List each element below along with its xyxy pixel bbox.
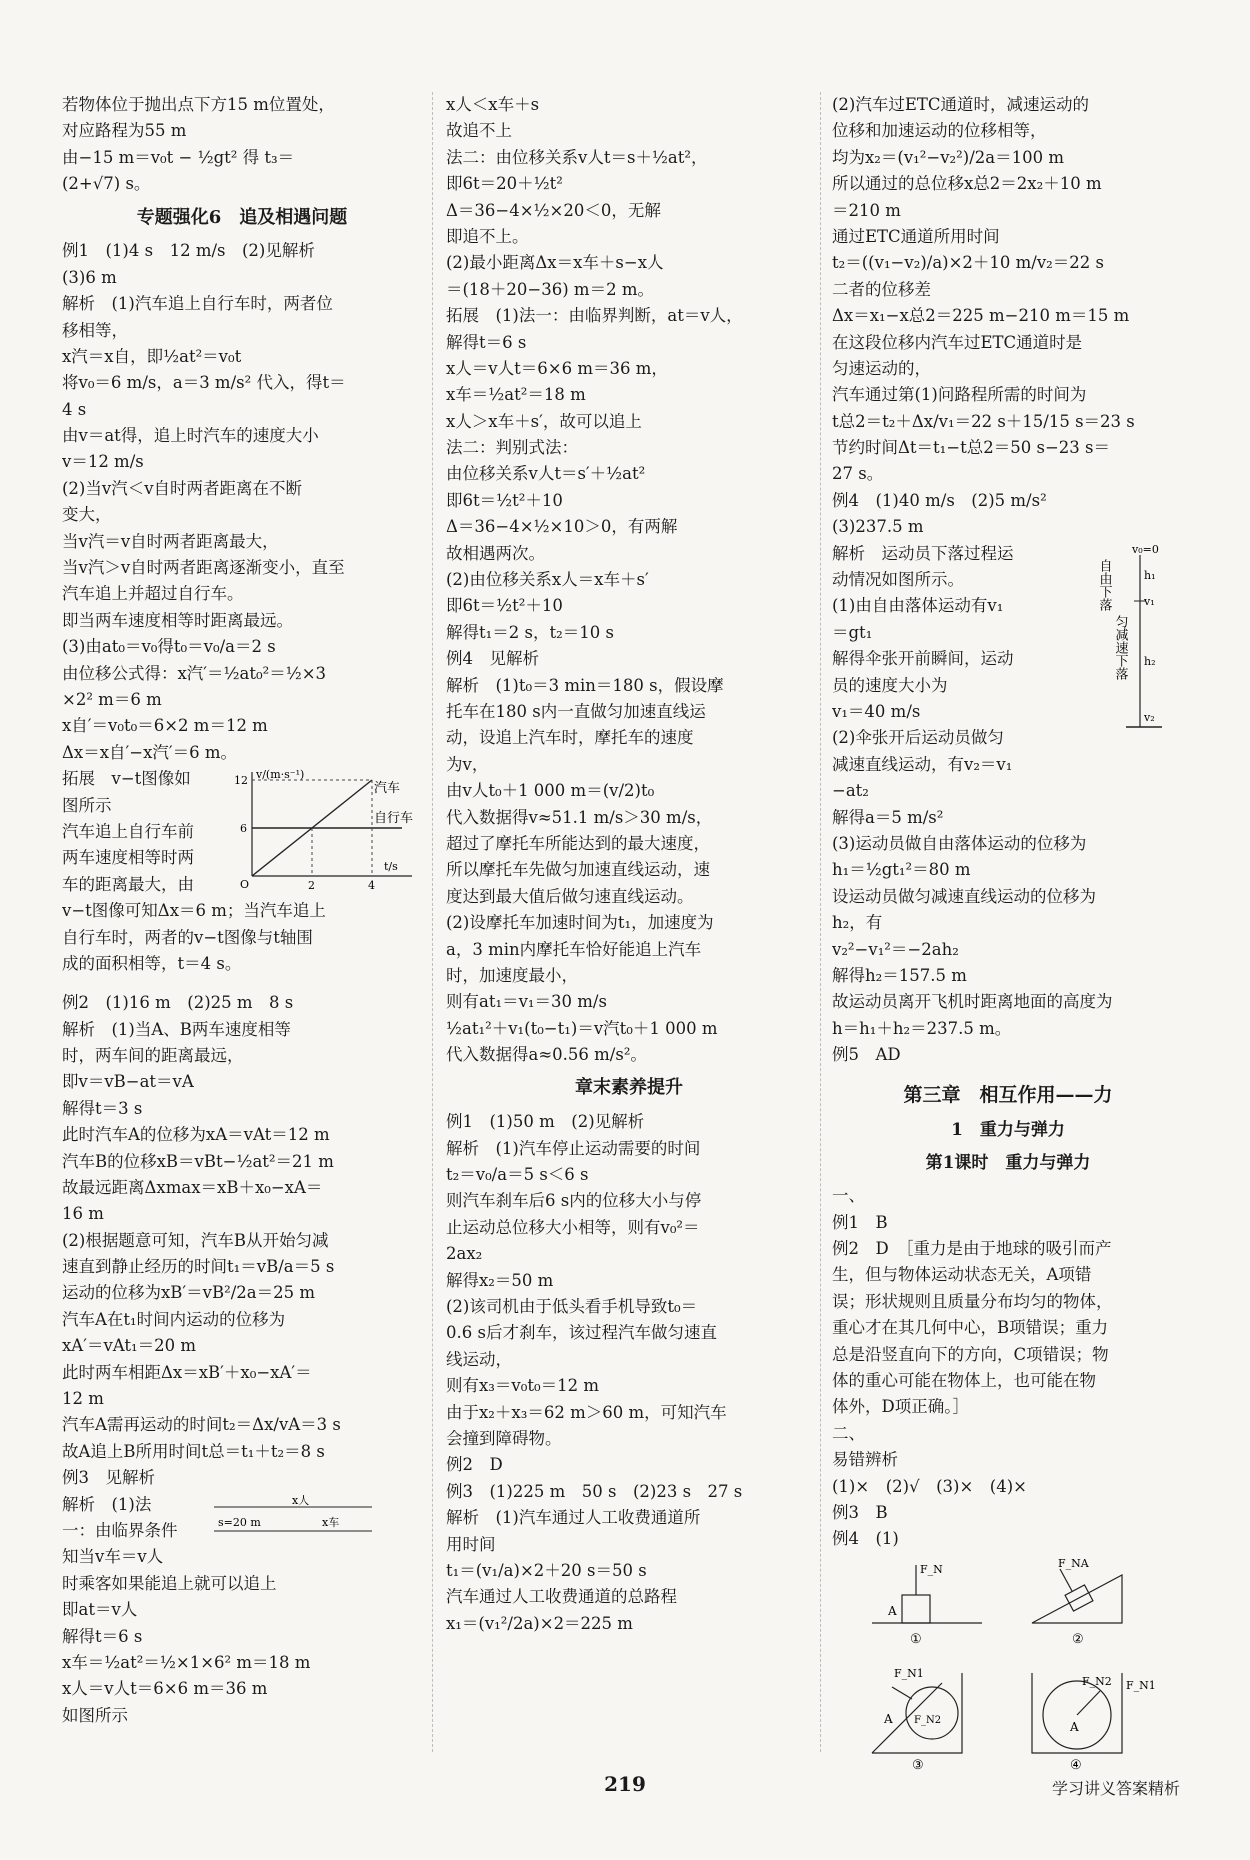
text-line: 代入数据得a≈0.56 m/s²。 xyxy=(446,1045,647,1065)
text-line: 二、 xyxy=(832,1423,865,1443)
text-line: x人＝v人t＝6×6 m＝36 m xyxy=(62,1679,268,1699)
text-line: 例3 B xyxy=(832,1502,888,1522)
col2-block-1 xyxy=(446,92,812,646)
text-line: (2)设摩托车加速时间为t₁，加速度为 xyxy=(446,913,714,933)
text-line: 二者的位移差 xyxy=(832,279,931,299)
text-line: 解得t＝6 s xyxy=(62,1626,143,1646)
text-line: 例2 D xyxy=(446,1455,503,1475)
col1-top-block xyxy=(62,92,422,198)
text-line: ＝210 m xyxy=(832,200,901,220)
text-line: 即6t＝½t²＋10 xyxy=(446,490,563,510)
graph-origin: O xyxy=(240,878,250,892)
text-line: 速直到静止经历的时间t₁＝vB/a＝5 s xyxy=(62,1257,335,1277)
text-line: 两车速度相等时两 xyxy=(62,848,194,868)
text-line: 为v， xyxy=(446,754,489,774)
fall-v2: v₂ xyxy=(1144,710,1155,724)
text-line: 一：由临界条件 xyxy=(62,1520,178,1540)
text-line: v−t图像可知Δx＝6 m；当汽车追上 xyxy=(62,901,326,921)
text-line: 误；形状规则且质量分布均匀的物体， xyxy=(832,1291,1113,1311)
text-line: 16 m xyxy=(62,1204,104,1224)
text-line: 故运动员离开飞机时距离地面的高度为 xyxy=(832,992,1113,1012)
graph-xtick-4: 4 xyxy=(368,879,375,892)
text-line: 托车在180 s内一直做匀加速直线运 xyxy=(446,701,706,721)
text-line: 减速直线运动，有v₂＝v₁ xyxy=(832,754,1013,774)
page-number: 219 xyxy=(604,1772,646,1796)
text-line: t₁＝(v₁/a)×2＋20 s＝50 s xyxy=(446,1560,647,1580)
text-line: 即v＝vB−at＝vA xyxy=(62,1072,194,1092)
text-line: 解得x₂＝50 m xyxy=(446,1270,554,1290)
a-label-4: A xyxy=(1070,1719,1079,1734)
text-line: Δx＝x₁−x总2＝225 m−210 m＝15 m xyxy=(832,306,1130,326)
text-line: 则有x₃＝v₀t₀＝12 m xyxy=(446,1376,599,1396)
fn2-label-3: F_N2 xyxy=(914,1714,942,1726)
text-line: 若物体位于抛出点下方15 m位置处， xyxy=(62,95,335,114)
text-line: ×2² m＝6 m xyxy=(62,690,162,709)
text-line: 解析 (1)t₀＝3 min＝180 s，假设摩 xyxy=(446,675,724,695)
text-line: 由v＝at得，追上时汽车的速度大小 xyxy=(62,426,319,446)
fn2-label-4: F_N2 xyxy=(1082,1674,1112,1688)
text-line: (3)由at₀＝v₀得t₀＝v₀/a＝2 s xyxy=(62,637,276,657)
text-line: 易错辨析 xyxy=(832,1450,898,1470)
text-line: 会撞到障碍物。 xyxy=(446,1428,562,1448)
text-line: 将v₀＝6 m/s，a＝3 m/s² 代入，得t＝ xyxy=(62,373,346,393)
force-fig-1 xyxy=(872,1563,982,1647)
text-line: a，3 min内摩托车恰好能追上汽车 xyxy=(446,939,702,959)
text-line: x人＜x车＋s xyxy=(446,95,540,114)
text-line: 解析 (1)法 xyxy=(62,1494,152,1514)
chapter-title: 第三章 相互作用——力 xyxy=(903,1084,1113,1107)
text-line: 设运动员做匀减速直线运动的位移为 xyxy=(832,886,1096,906)
text-line: 解得h₂＝157.5 m xyxy=(832,965,967,985)
fig-num-3: ③ xyxy=(912,1757,924,1773)
text-line: 线运动， xyxy=(446,1349,512,1369)
text-line: 节约时间Δt＝t₁−t总2＝50 s−23 s＝ xyxy=(832,438,1110,458)
text-line: 图所示 xyxy=(62,795,112,815)
fn1-label-4: F_N1 xyxy=(1126,1678,1156,1692)
column-1 xyxy=(62,92,422,1729)
text-line: 解析 (1)当A、B两车速度相等 xyxy=(62,1019,291,1039)
fig-num-1: ① xyxy=(910,1631,922,1647)
text-line: 由−15 m＝v₀t − ½gt² 得 t₃＝ xyxy=(62,147,295,167)
text-line: 时乘客如果能追上就可以追上 xyxy=(62,1573,277,1593)
chapter-review-examples xyxy=(446,1109,812,1637)
text-line: (2+√7) s。 xyxy=(62,174,151,194)
text-line: 由v人t₀＋1 000 m＝(v/2)t₀ xyxy=(446,781,655,801)
text-line: 解得t＝6 s xyxy=(446,332,527,352)
fig-num-4: ④ xyxy=(1070,1757,1082,1773)
text-line: 例1 (1)4 s 12 m/s (2)见解析 xyxy=(62,241,315,261)
text-line: 自行车时，两者的v−t图像与t轴围 xyxy=(62,927,313,947)
text-line: 一、 xyxy=(832,1186,865,1206)
text-line: 故最远距离Δxmax＝xB＋x₀−xA＝ xyxy=(62,1177,323,1197)
text-line: 解得a＝5 m/s² xyxy=(832,807,944,827)
falling-diagram xyxy=(1082,545,1182,735)
text-line: x人＝v人t＝6×6 m＝36 m， xyxy=(446,358,668,378)
force-fig-2 xyxy=(1032,1557,1122,1647)
fall-v0: v₀=0 xyxy=(1132,544,1159,556)
fall-h2: h₂ xyxy=(1144,654,1156,668)
ex3-diagram xyxy=(212,1495,412,1543)
text-line: 解析 (1)汽车通过人工收费通道所 xyxy=(446,1508,701,1528)
text-line: 在这段位移内汽车过ETC通道时是 xyxy=(832,332,1083,352)
text-line: 总是沿竖直向下的方向，C项错误；物 xyxy=(832,1344,1109,1364)
example-3-block xyxy=(62,1465,422,1729)
section2-title: 章末素养提升 xyxy=(575,1077,683,1099)
text-line: v₂²−v₁²＝−2ah₂ xyxy=(832,939,959,959)
text-line: 法二：由位移关系v人t＝s＋½at²， xyxy=(446,147,708,167)
text-line: h＝h₁＋h₂＝237.5 m。 xyxy=(832,1018,1012,1038)
text-line: (2)汽车过ETC通道时，减速运动的 xyxy=(832,95,1090,114)
text-line: x汽＝x自，即½at²＝v₀t xyxy=(62,346,242,366)
text-line: x车＝½at²＝18 m xyxy=(446,385,586,405)
text-line: (3)6 m xyxy=(62,267,117,287)
text-line: 汽车追上并超过自行车。 xyxy=(62,584,244,604)
column-2 xyxy=(446,92,812,1637)
text-line: 移相等， xyxy=(62,320,128,340)
col3-block-1 xyxy=(832,92,1184,541)
text-line: 则汽车刹车后6 s内的位移大小与停 xyxy=(446,1191,702,1211)
ex3-label-left: s=20 m xyxy=(218,1516,261,1530)
text-line: 即6t＝20＋½t² xyxy=(446,174,563,194)
graph-ylabel: v/(m·s⁻¹) xyxy=(256,768,305,782)
text-line: 解得t₁＝2 s，t₂＝10 s xyxy=(446,622,614,642)
text-line: 即追不上。 xyxy=(446,226,529,246)
fn-label-1: F_N xyxy=(920,1562,943,1576)
text-line: 当v汽＞v自时两者距离逐渐变小，直至 xyxy=(62,558,345,578)
example-4 xyxy=(446,646,812,1068)
text-line: ＝gt₁ xyxy=(832,622,873,642)
sub-title: 1 重力与弹力 xyxy=(951,1119,1065,1140)
text-line: 12 m xyxy=(62,1389,104,1409)
text-line: 用时间 xyxy=(446,1534,496,1554)
text-line: 即at＝v人 xyxy=(62,1600,138,1620)
example-1 xyxy=(62,238,422,766)
text-line: 代入数据得v≈51.1 m/s＞30 m/s， xyxy=(446,807,713,827)
text-line: 例5 AD xyxy=(832,1045,901,1065)
text-line: 生，但与物体运动状态无关，A项错 xyxy=(832,1265,1092,1285)
text-line: 即6t＝½t²＋10 xyxy=(446,596,563,616)
fig-num-2: ② xyxy=(1072,1631,1084,1647)
fall-v1: v₁ xyxy=(1144,594,1155,608)
graph-xtick-2: 2 xyxy=(308,879,315,892)
force-fig-4 xyxy=(1032,1673,1156,1773)
text-line: 动，设追上汽车时，摩托车的速度 xyxy=(446,728,694,748)
text-line: 故A追上B所用时间t总＝t₁＋t₂＝8 s xyxy=(62,1441,325,1461)
text-line: (2)当v汽＜v自时两者距离在不断 xyxy=(62,478,303,498)
text-line: 体的重心可能在物体上，也可能在物 xyxy=(832,1370,1096,1390)
column-3 xyxy=(832,92,1184,1773)
ex3-label-right: x车 xyxy=(322,1516,340,1530)
text-line: 运动的位移为xB′＝vB²/2a＝25 m xyxy=(62,1283,316,1303)
text-line: 例1 B xyxy=(832,1212,888,1232)
text-line: (1)× (2)√ (3)× (4)× xyxy=(832,1476,1027,1496)
column-divider xyxy=(432,92,433,1752)
text-line: Δx＝x自′−x汽′＝6 m。 xyxy=(62,742,238,762)
text-line: 拓展 v−t图像如 xyxy=(62,769,191,789)
fall-h1: h₁ xyxy=(1144,568,1156,582)
text-line: 匀速运动的， xyxy=(832,358,931,378)
text-line: 所以摩托车先做匀加速直线运动，速 xyxy=(446,860,710,880)
text-line: x人＞x车＋s′，故可以追上 xyxy=(446,411,642,431)
text-line: 动情况如图所示。 xyxy=(832,570,964,590)
text-line: 例2 (1)16 m (2)25 m 8 s xyxy=(62,993,294,1013)
text-line: x₁＝(v₁²/2a)×2＝225 m xyxy=(446,1613,633,1633)
example-4-fall-block xyxy=(832,541,1184,1069)
a-label-1: A xyxy=(888,1603,897,1618)
text-line: 27 s。 xyxy=(832,464,884,484)
text-line: t₂＝v₀/a＝5 s＜6 s xyxy=(446,1165,589,1185)
text-line: 员的速度大小为 xyxy=(832,675,948,695)
text-line: 汽车A在t₁时间内运动的位移为 xyxy=(62,1309,286,1329)
text-line: t总2＝t₂＋Δx/v₁＝22 s＋15/15 s＝23 s xyxy=(832,411,1135,431)
text-line: 汽车追上自行车前 xyxy=(62,821,194,841)
text-line: 位移和加速运动的位移相等， xyxy=(832,121,1047,141)
text-line: ½at₁²＋v₁(t₀−t₁)＝v汽t₀＋1 000 m xyxy=(446,1018,718,1038)
text-line: 通过ETC通道所用时间 xyxy=(832,226,1000,246)
text-line: 汽车通过第(1)问路程所需的时间为 xyxy=(832,385,1087,405)
text-line: 重心才在其几何中心，B项错误；重力 xyxy=(832,1318,1109,1338)
text-line: 所以通过的总位移x总2＝2x₂＋10 m xyxy=(832,174,1102,194)
force-diagrams xyxy=(832,1553,1184,1773)
text-line: 则有at₁＝v₁＝30 m/s xyxy=(446,992,607,1012)
text-line: 解析 (1)汽车追上自行车时，两者位 xyxy=(62,294,333,314)
text-line: 如图所示 xyxy=(62,1705,128,1725)
text-line: 解析 (1)汽车停止运动需要的时间 xyxy=(446,1138,701,1158)
lesson-title: 第1课时 重力与弹力 xyxy=(925,1153,1091,1174)
text-line: 此时两车相距Δx＝xB′＋x₀−xA′＝ xyxy=(62,1362,312,1382)
text-line: 解得t＝3 s xyxy=(62,1098,143,1118)
text-line: 例3 见解析 xyxy=(62,1468,155,1488)
text-line: xA′＝vAt₁＝20 m xyxy=(62,1336,197,1356)
text-line: 例4 见解析 xyxy=(446,649,539,669)
fall-label-free: 自由下落 xyxy=(1096,558,1112,611)
text-line: 例1 (1)50 m (2)见解析 xyxy=(446,1112,645,1132)
text-line: 例3 (1)225 m 50 s (2)23 s 27 s xyxy=(446,1481,743,1501)
text-line: 例2 D ［重力是由于地球的吸引而产 xyxy=(832,1239,1112,1258)
text-line: (2)伞张开后运动员做匀 xyxy=(832,728,1004,748)
text-line: 由于x₂＋x₃＝62 m＞60 m，可知汽车 xyxy=(446,1402,727,1422)
text-line: 成的面积相等，t＝4 s。 xyxy=(62,953,242,973)
text-line: 变大， xyxy=(62,505,112,525)
a-label-3: A xyxy=(884,1711,893,1726)
text-line: 故追不上 xyxy=(446,121,512,141)
fna-label: F_NA xyxy=(1058,1556,1089,1570)
text-line: h₂，有 xyxy=(832,913,883,933)
text-line: 法二：判别式法： xyxy=(446,438,578,458)
column-divider xyxy=(820,92,821,1752)
text-line: 解得伞张开前瞬间，运动 xyxy=(832,649,1014,669)
text-line: 超过了摩托车所能达到的最大速度， xyxy=(446,833,710,853)
text-line: 当v汽＝v自时两者距离最大， xyxy=(62,531,279,551)
graph-ytick-6: 6 xyxy=(240,822,247,836)
graph-ytick-12: 12 xyxy=(234,774,248,788)
text-line: 0.6 s后才刹车，该过程汽车做匀速直 xyxy=(446,1323,717,1343)
text-line: t₂＝((v₁−v₂)/a)×2＋10 m/v₂＝22 s xyxy=(832,253,1105,273)
text-line: 度达到最大值后做匀速直线运动。 xyxy=(446,886,694,906)
text-line: v＝12 m/s xyxy=(62,452,144,472)
ex3-label-top: x人 xyxy=(292,1495,310,1508)
text-line: 汽车通过人工收费通道的总路程 xyxy=(446,1587,677,1607)
text-line: (3)237.5 m xyxy=(832,517,924,537)
graph-series-car: 汽车 xyxy=(374,781,401,797)
col3-tail xyxy=(832,1183,1184,1552)
force-fig-3 xyxy=(872,1667,962,1773)
text-line: x自′＝v₀t₀＝6×2 m＝12 m xyxy=(62,716,268,736)
text-line: (3)运动员做自由落体运动的位移为 xyxy=(832,833,1087,853)
text-line: 由位移公式得：x汽′＝½at₀²＝½×3 xyxy=(62,663,327,683)
text-line: (2)由位移关系x人＝x车＋s′ xyxy=(446,570,649,590)
text-line: −at₂ xyxy=(832,781,869,801)
text-line: 此时汽车A的位移为xA＝vAt＝12 m xyxy=(62,1125,330,1145)
graph-series-bike: 自行车 xyxy=(374,811,414,827)
graph-xlabel: t/s xyxy=(384,860,398,874)
text-line: Δ＝36−4×½×10＞0，有两解 xyxy=(446,517,678,537)
text-line: 止运动总位移大小相等，则有v₀²＝ xyxy=(446,1217,700,1237)
text-line: 由位移关系v人t＝s′＋½at² xyxy=(446,464,646,484)
fn1-label-3: F_N1 xyxy=(894,1666,924,1680)
text-line: (1)由自由落体运动有v₁ xyxy=(832,596,1004,616)
text-line: h₁＝½gt₁²＝80 m xyxy=(832,860,971,880)
text-line: 对应路程为55 m xyxy=(62,121,187,141)
section-title: 专题强化6 追及相遇问题 xyxy=(136,206,348,228)
text-line: 时，加速度最小， xyxy=(446,965,578,985)
text-line: 例4 (1)40 m/s (2)5 m/s² xyxy=(832,490,1047,510)
tuozhan-block xyxy=(62,766,422,990)
text-line: 即当两车速度相等时距离最远。 xyxy=(62,610,293,630)
text-line: x车＝½at²＝½×1×6² m＝18 m xyxy=(62,1652,311,1672)
text-line: (2)根据题意可知，汽车B从开始匀减 xyxy=(62,1230,329,1250)
text-line: 汽车B的位移xB＝vBt−½at²＝21 m xyxy=(62,1151,334,1171)
footer-text: 学习讲义答案精析 xyxy=(1051,1779,1180,1798)
vt-graph xyxy=(232,766,422,891)
text-line: 车的距离最大，由 xyxy=(62,874,194,894)
text-line: 知当v车＝v人 xyxy=(62,1547,164,1567)
text-line: 体外，D项正确。］ xyxy=(832,1397,969,1417)
text-line: ＝(18＋20−36) m＝2 m。 xyxy=(446,279,654,299)
text-line: (2)该司机由于低头看手机导致t₀＝ xyxy=(446,1296,698,1316)
text-line: (2)最小距离Δx＝x车＋s−x人 xyxy=(446,253,664,273)
text-line: 2ax₂ xyxy=(446,1244,483,1264)
text-line: v₁＝40 m/s xyxy=(832,701,921,721)
fall-label-decel: 匀减速下落 xyxy=(1112,614,1128,680)
text-line: 例4 (1) xyxy=(832,1529,899,1549)
text-line: 拓展 (1)法一：由临界判断，at＝v人， xyxy=(446,306,743,326)
text-line: 故相遇两次。 xyxy=(446,543,545,563)
text-line: 解析 运动员下落过程运 xyxy=(832,543,1014,563)
text-line: Δ＝36−4×½×20＜0，无解 xyxy=(446,200,661,220)
text-line: 4 s xyxy=(62,399,87,419)
text-line: 均为x₂＝(v₁²−v₂²)/2a＝100 m xyxy=(832,147,1064,167)
text-line: 时，两车间的距离最远， xyxy=(62,1045,244,1065)
example-2 xyxy=(62,990,422,1465)
text-line: 汽车A需再运动的时间t₂＝Δx/vA＝3 s xyxy=(62,1415,341,1435)
